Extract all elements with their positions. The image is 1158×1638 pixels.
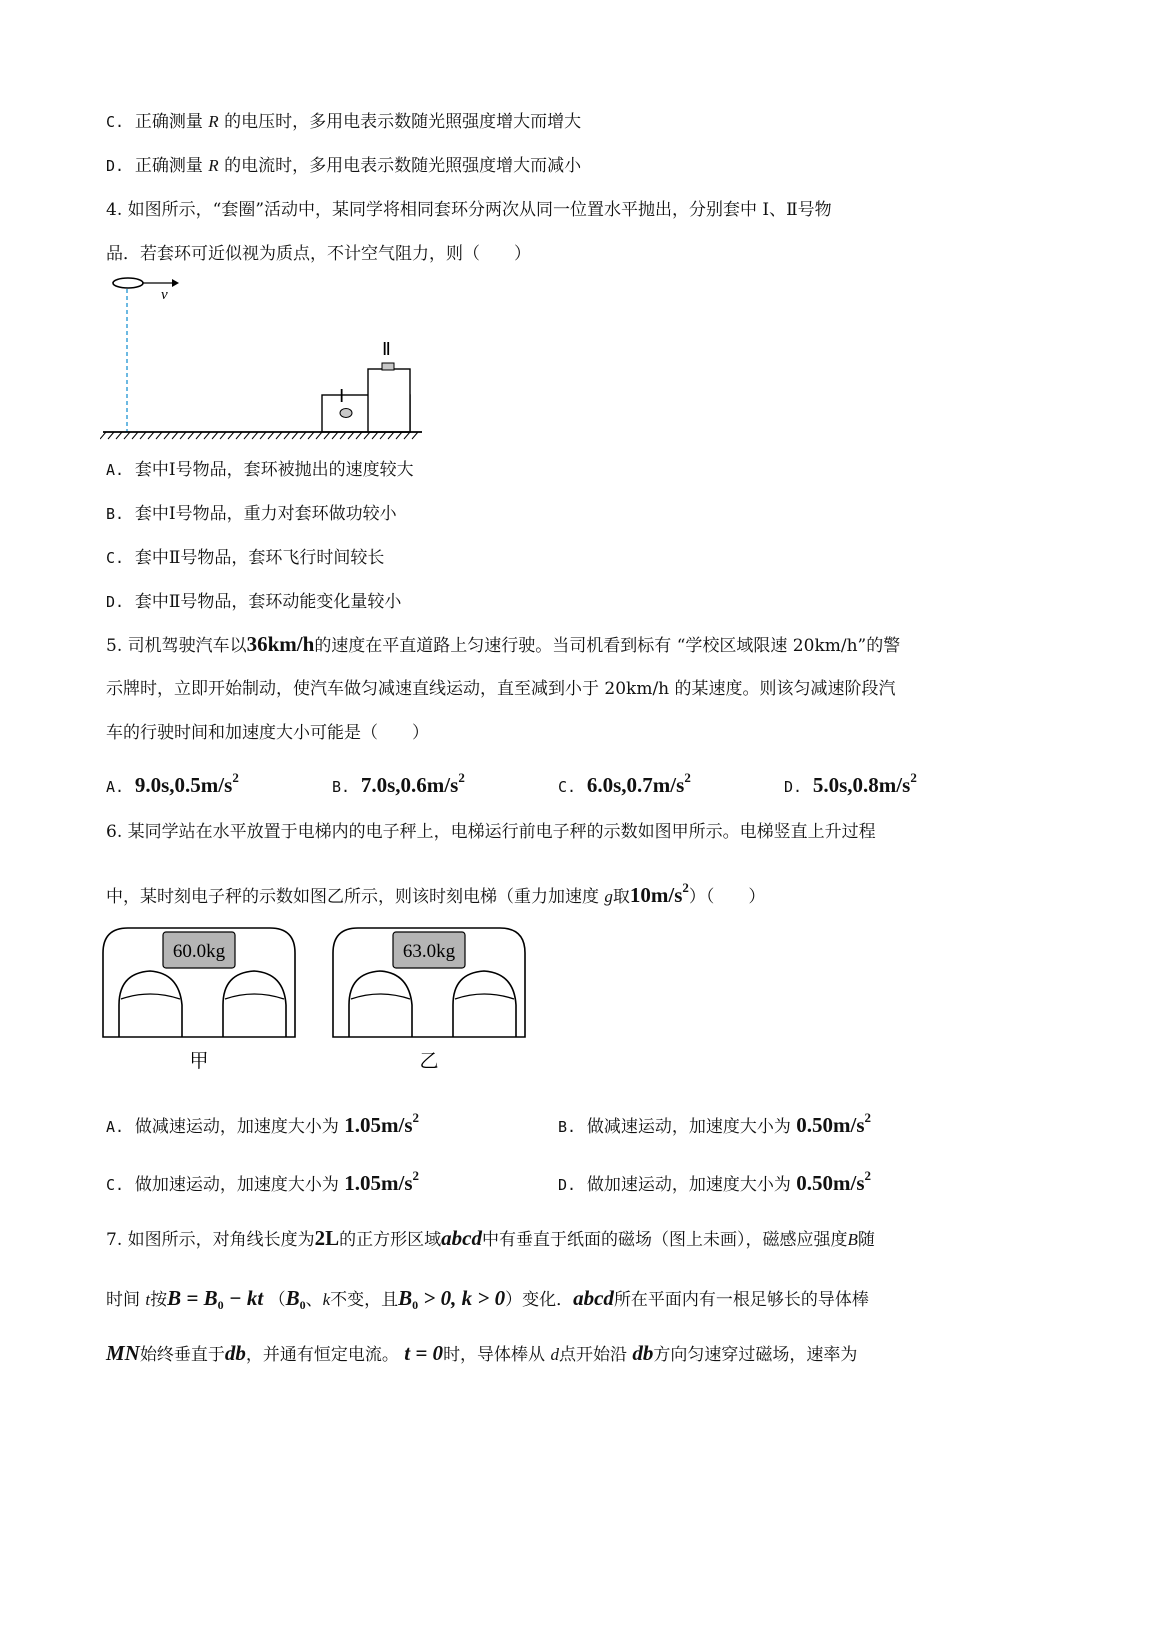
option-text: 做减速运动，加速度大小为 xyxy=(134,1117,339,1137)
q7-text: 随 xyxy=(857,1230,875,1250)
option-text: 做加速运动，加速度大小为 xyxy=(586,1175,791,1195)
option-sup: 2 xyxy=(412,1110,420,1125)
option-sup: 2 xyxy=(412,1168,420,1183)
ring-icon xyxy=(113,278,143,288)
option-value: 9.0s,0.5m/s xyxy=(134,773,233,797)
q6-stem-line2 xyxy=(106,876,765,909)
q6-text: ）（ ） xyxy=(688,887,766,907)
q7-formula: − kt xyxy=(223,1286,264,1310)
q7-stem-line2 xyxy=(106,1286,869,1317)
q7-text: 点开始沿 xyxy=(558,1345,627,1365)
foot-left-icon xyxy=(119,971,182,1037)
option-label: C. xyxy=(106,1176,125,1194)
option-text: 套中Ⅰ号物品，套环被抛出的速度较大 xyxy=(134,460,414,480)
q4-option-a xyxy=(106,458,414,482)
option-value: 1.05m/s xyxy=(344,1113,413,1137)
q5-text: 的速度在平直道路上匀速行驶。当司机看到标有 “学校区域限速 20km/h”的警 xyxy=(314,636,901,656)
option-label: A. xyxy=(106,778,125,796)
q5-stem-line1 xyxy=(106,632,900,658)
scales-figure xyxy=(100,925,532,1075)
option-text: 做加速运动，加速度大小为 xyxy=(134,1175,339,1195)
q7-text: 中有垂直于纸面的磁场（图上未画），磁感应强度 xyxy=(481,1230,848,1250)
q4-option-d xyxy=(106,590,401,614)
q6-option-b xyxy=(558,1110,871,1138)
q7-text: 所在平面内有一根足够长的导体棒 xyxy=(613,1290,869,1310)
option-text: 套中Ⅰ号物品，重力对套环做功较小 xyxy=(134,504,397,524)
q7-text: 不变，且 xyxy=(330,1290,399,1310)
high-step xyxy=(368,369,410,432)
foot-right-icon xyxy=(453,971,516,1037)
scale-yi xyxy=(333,928,525,1072)
q6-text: 取 xyxy=(612,887,630,907)
scale-reading: 63.0kg xyxy=(402,941,456,962)
option-text: 套中Ⅱ号物品，套环飞行时间较长 xyxy=(134,548,385,568)
q7-text: 、 xyxy=(305,1290,323,1310)
q7-text: 正方形区域 xyxy=(356,1230,442,1250)
option-value: 0.50m/s xyxy=(796,1171,865,1195)
scale-caption: 甲 xyxy=(189,1051,209,1072)
segment-db: db xyxy=(632,1341,654,1365)
q7-text: 时间 xyxy=(106,1290,140,1310)
q5-stem-line2: 示牌时，立即开始制动，使汽车做匀减速直线运动，直至减到小于 20km/h 的某速度。则该匀减速阶段汽 xyxy=(106,679,896,699)
q7-stem-line1 xyxy=(106,1226,875,1252)
variable-b0: B xyxy=(285,1286,300,1310)
option-text: 套中Ⅱ号物品，套环动能变化量较小 xyxy=(134,592,402,612)
option-text: 做减速运动，加速度大小为 xyxy=(586,1117,791,1137)
option-label: A. xyxy=(106,461,125,479)
q7-text: 7. 如图所示，对角线长度为 xyxy=(106,1230,315,1250)
q5-speed: 36km/h xyxy=(246,632,315,656)
q7-text: 始终垂直于 xyxy=(139,1345,225,1365)
q7-time-zero: t = 0 xyxy=(404,1341,444,1365)
option-sup: 2 xyxy=(910,770,917,785)
option-label: A. xyxy=(106,1118,125,1136)
option-label: B. xyxy=(332,778,351,796)
option-sup: 2 xyxy=(864,1110,872,1125)
q4-option-c xyxy=(106,546,384,570)
q7-condition: > 0, k > 0 xyxy=(418,1286,506,1310)
rod-mn: MN xyxy=(106,1341,140,1365)
ring-toss-figure xyxy=(100,272,430,444)
q6-text: 中，某时刻电子秤的示数如图乙所示，则该时刻电梯（重力加速度 xyxy=(106,887,605,907)
scale-jia xyxy=(103,928,295,1072)
q7-condition-sub: 0 xyxy=(412,1298,419,1312)
q7-formula-sub: 0 xyxy=(217,1298,224,1312)
q3-option-c xyxy=(106,110,581,134)
q6-stem-line1: 6. 某同学站在水平放置于电梯内的电子秤上，电梯运行前电子秤的示数如图甲所示。电梯竖直上升过程 xyxy=(106,822,876,842)
variable-t: t xyxy=(145,1290,151,1309)
variable-b: B xyxy=(847,1230,858,1249)
option-value: 5.0s,0.8m/s xyxy=(812,773,911,797)
variable-r: R xyxy=(208,112,219,131)
option-label: D. xyxy=(784,778,803,796)
option-label: C. xyxy=(106,549,125,567)
q5-stem-line3: 车的行驶时间和加速度大小可能是（ ） xyxy=(106,723,429,743)
option-value: 6.0s,0.7m/s xyxy=(586,773,685,797)
q7-formula: B = B xyxy=(167,1286,218,1310)
q7-length: 2L xyxy=(314,1226,340,1250)
q7-text: ，并通有恒定电流。 xyxy=(245,1345,399,1365)
item-ii-icon xyxy=(382,363,394,370)
option-text: 的电流时，多用电表示数随光照强度增大而减小 xyxy=(224,156,582,176)
q7-text: 方向匀速穿过磁场，速率为 xyxy=(653,1345,858,1365)
g-value: 10m/s xyxy=(629,883,683,907)
foot-right-icon xyxy=(223,971,286,1037)
option-text: 正确测量 xyxy=(134,112,203,132)
label-i: Ⅰ xyxy=(339,386,345,406)
arrowhead-icon xyxy=(172,279,179,287)
q6-option-d xyxy=(558,1168,871,1196)
q7-region: abcd xyxy=(573,1286,614,1310)
option-sup: 2 xyxy=(864,1168,872,1183)
option-value: 7.0s,0.6m/s xyxy=(360,773,459,797)
q7-text: 的 xyxy=(339,1230,357,1250)
q6-option-c xyxy=(106,1168,419,1196)
option-label: D. xyxy=(558,1176,577,1194)
q5-option-a xyxy=(106,770,239,798)
option-sup: 2 xyxy=(684,770,691,785)
g-sup: 2 xyxy=(682,880,689,895)
q7-text: （ xyxy=(268,1290,286,1310)
q3-option-d xyxy=(106,154,581,178)
q5-option-d xyxy=(784,770,917,798)
q7-text: 按 xyxy=(150,1290,168,1310)
foot-left-icon xyxy=(349,971,412,1037)
q4-stem-line2: 品．若套环可近似视为质点，不计空气阻力，则（ ） xyxy=(106,244,531,264)
option-label: C. xyxy=(106,113,125,131)
point-d: d xyxy=(550,1345,559,1364)
option-text: 正确测量 xyxy=(134,156,203,176)
option-value: 0.50m/s xyxy=(796,1113,865,1137)
q7-region: abcd xyxy=(441,1226,482,1250)
variable-b0-sub: 0 xyxy=(299,1298,306,1312)
ground-hatch xyxy=(100,432,418,439)
q5-option-b xyxy=(332,770,465,798)
option-label: B. xyxy=(558,1118,577,1136)
item-i-icon xyxy=(340,409,352,418)
scale-caption: 乙 xyxy=(419,1051,439,1072)
label-ii: Ⅱ xyxy=(382,339,391,359)
option-label: C. xyxy=(558,778,577,796)
scale-reading: 60.0kg xyxy=(172,941,226,962)
option-label: D. xyxy=(106,157,125,175)
option-sup: 2 xyxy=(232,770,239,785)
option-label: B. xyxy=(106,505,125,523)
option-label: D. xyxy=(106,593,125,611)
q4-option-b xyxy=(106,502,397,526)
option-value: 1.05m/s xyxy=(344,1171,413,1195)
q7-text: 时，导体棒从 xyxy=(443,1345,546,1365)
variable-k: k xyxy=(322,1290,331,1309)
velocity-label: v xyxy=(161,287,168,303)
segment-db: db xyxy=(224,1341,246,1365)
option-text: 的电压时，多用电表示数随光照强度增大而增大 xyxy=(224,112,582,132)
variable-r: R xyxy=(208,156,219,175)
q6-option-a xyxy=(106,1110,419,1138)
q7-stem-line3 xyxy=(106,1341,857,1367)
q7-condition: B xyxy=(398,1286,413,1310)
q7-text: ）变化． xyxy=(505,1290,574,1310)
option-sup: 2 xyxy=(458,770,465,785)
q4-stem-line1: 4. 如图所示，“套圈”活动中，某同学将相同套环分两次从同一位置水平抛出，分别套中 Ⅰ、Ⅱ号物 xyxy=(106,200,832,220)
variable-g: g xyxy=(604,887,613,906)
q5-text: 5. 司机驾驶汽车以 xyxy=(106,636,247,656)
q5-option-c xyxy=(558,770,691,798)
